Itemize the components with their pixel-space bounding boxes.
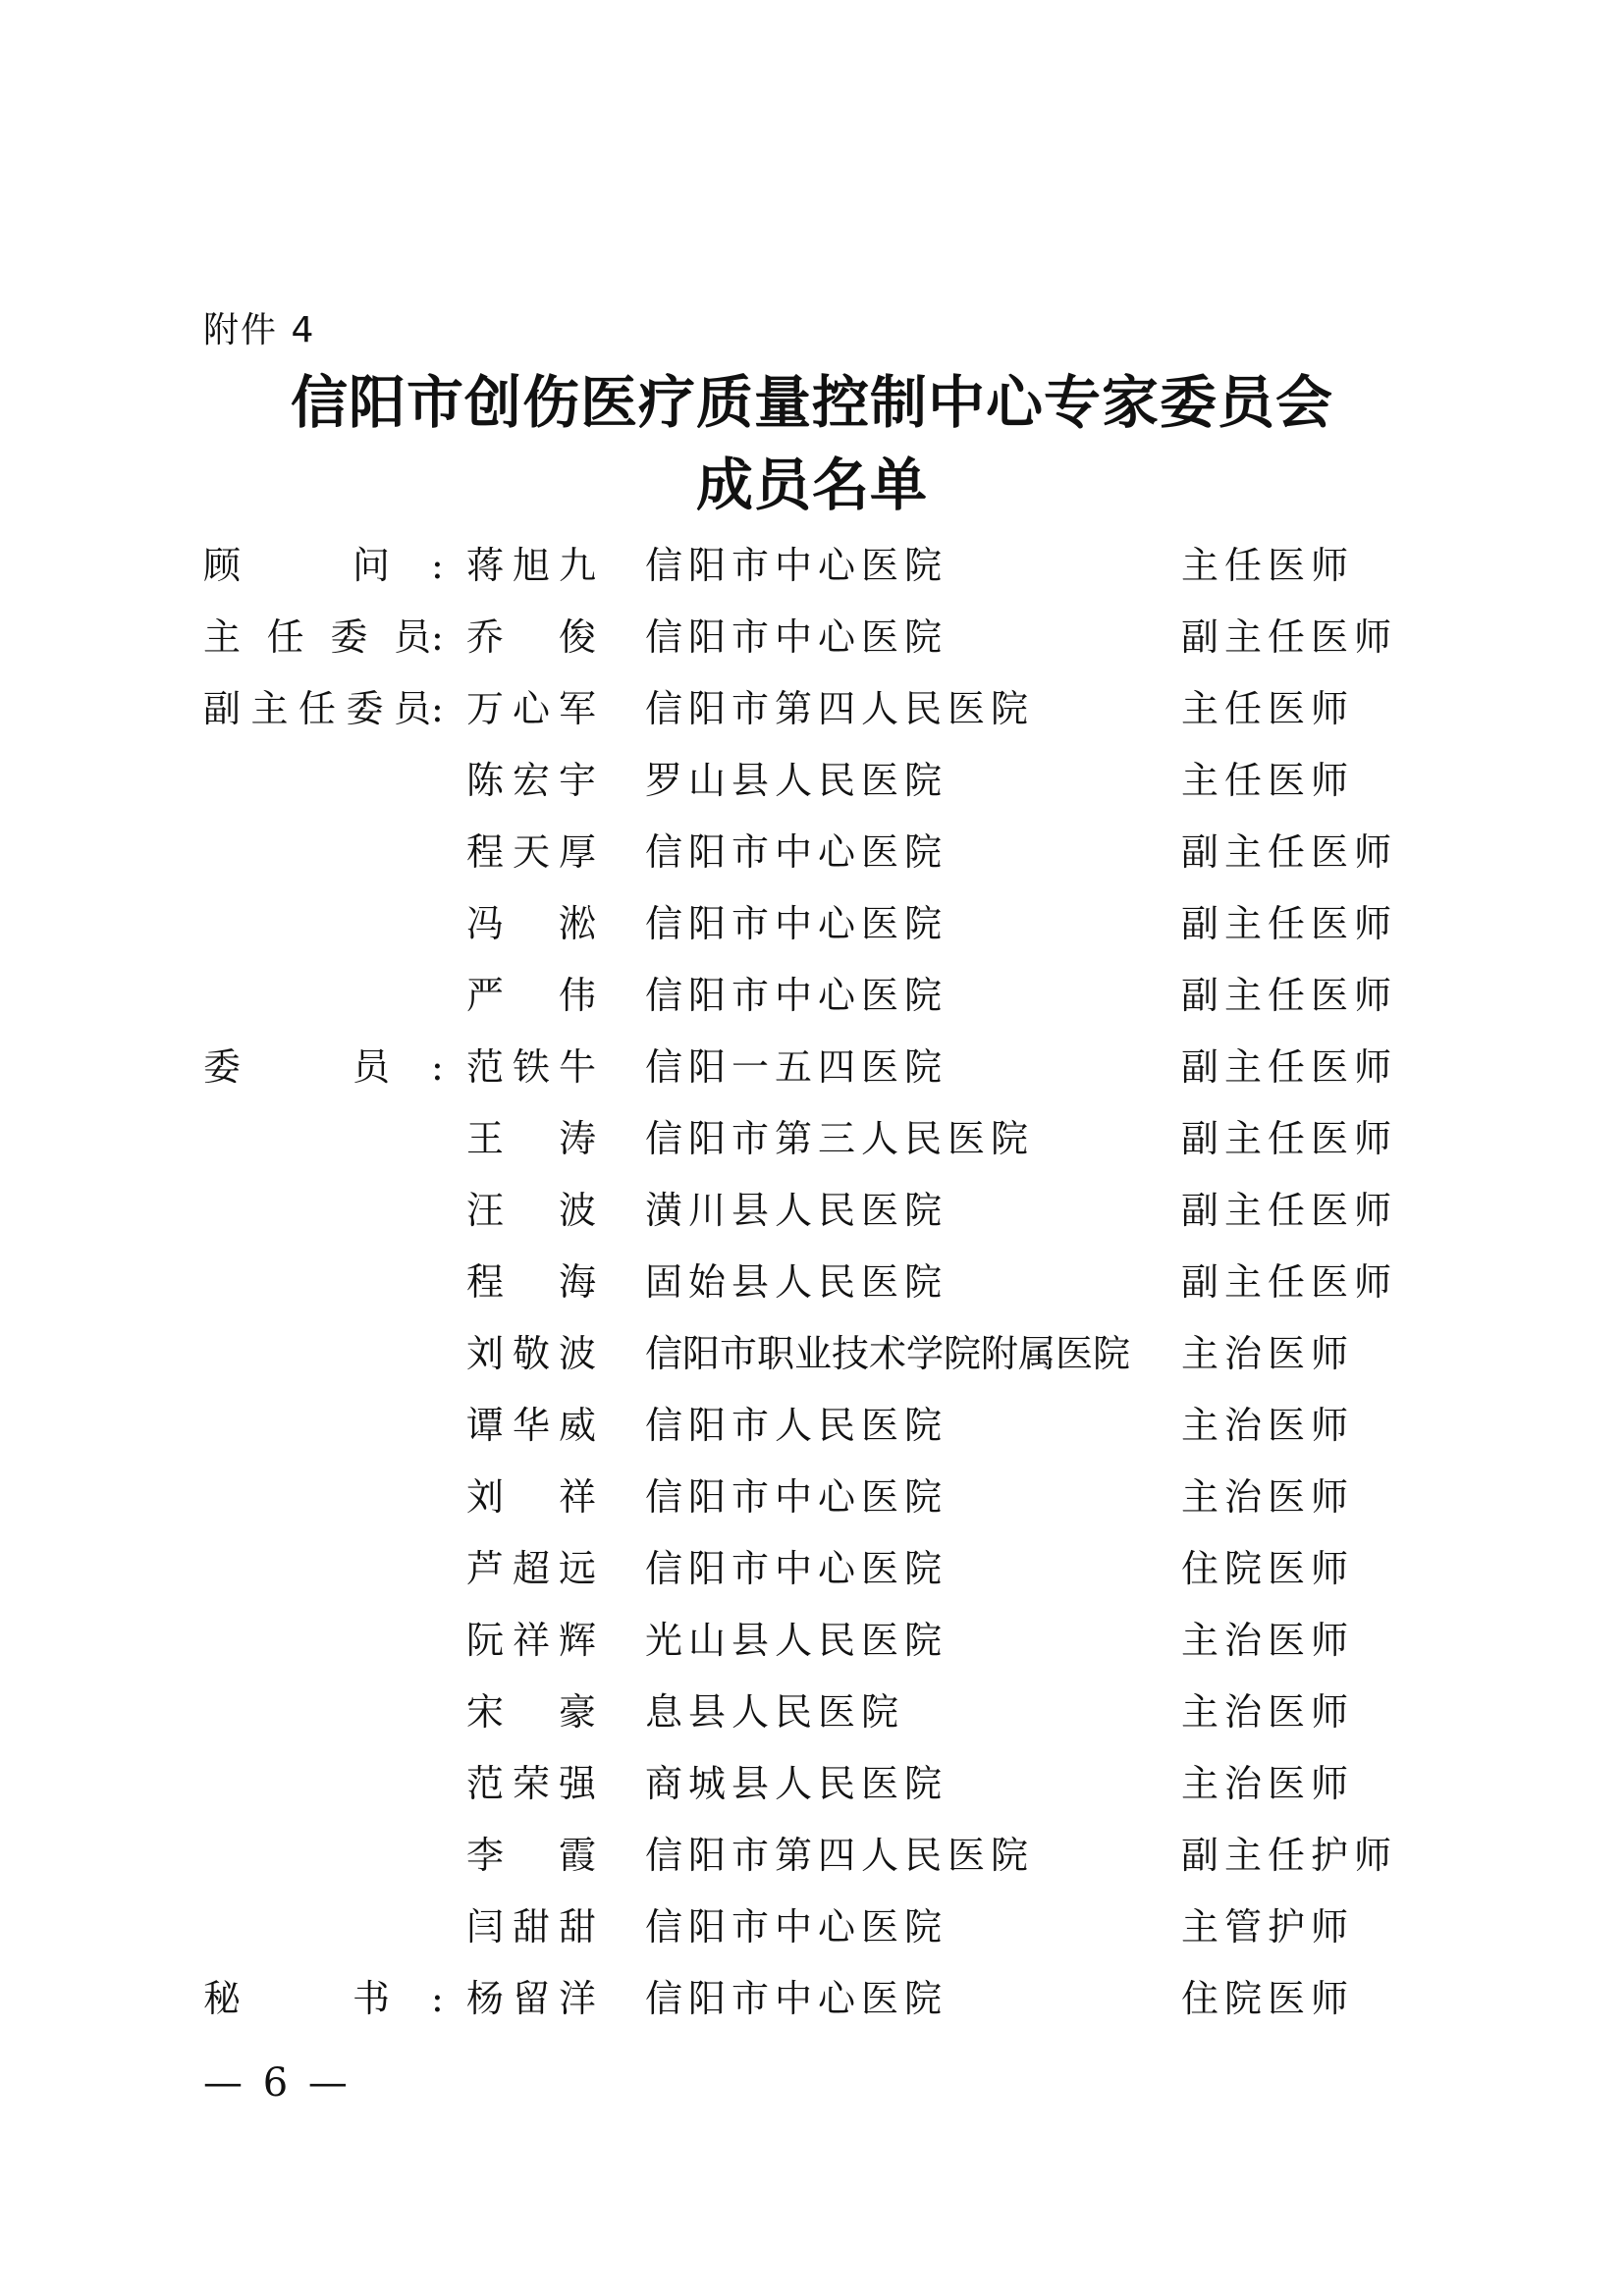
roster-row — [203, 673, 1431, 745]
member-title: 副主任护师 — [1181, 1834, 1398, 1877]
member-name: 程海 — [466, 1260, 596, 1304]
role-label: 顾 问 — [203, 544, 391, 587]
roster-row — [203, 1175, 1431, 1247]
member-title: 主任医师 — [1181, 687, 1355, 730]
member-title: 主治医师 — [1181, 1619, 1355, 1662]
member-name: 万心军 — [466, 687, 596, 730]
roster-row — [203, 1820, 1431, 1892]
role-label: 秘 书 — [203, 1977, 391, 2020]
member-title: 主治医师 — [1181, 1332, 1355, 1375]
member-name: 陈宏宇 — [466, 759, 596, 802]
member-name: 刘祥 — [466, 1475, 596, 1519]
roster-row — [203, 1318, 1431, 1390]
member-organization: 信阳市中心医院 — [645, 830, 948, 874]
member-name: 谭华威 — [466, 1404, 596, 1447]
member-organization: 信阳市中心医院 — [645, 1547, 948, 1590]
member-title: 主管护师 — [1181, 1905, 1355, 1949]
role-colon: : — [431, 1045, 444, 1089]
member-organization: 信阳市人民医院 — [645, 1404, 948, 1447]
roster-row — [203, 1462, 1431, 1533]
roster-row — [203, 817, 1431, 888]
member-name: 乔俊 — [466, 615, 596, 659]
member-name: 阮祥辉 — [466, 1619, 596, 1662]
page-number: — 6 — — [203, 2060, 352, 2106]
roster-row — [203, 1963, 1431, 2035]
member-name: 范荣强 — [466, 1762, 596, 1805]
member-organization: 信阳市第四人民医院 — [645, 687, 1035, 730]
roster-row — [203, 888, 1431, 960]
role-label: 委 员 — [203, 1045, 391, 1089]
member-title: 副主任医师 — [1181, 902, 1398, 945]
role-label: 副主任委员 — [203, 687, 431, 730]
member-name: 杨留洋 — [466, 1977, 596, 2020]
member-title: 副主任医师 — [1181, 1045, 1398, 1089]
member-name: 芦超远 — [466, 1547, 596, 1590]
member-title: 副主任医师 — [1181, 1189, 1398, 1232]
member-title: 主任医师 — [1181, 544, 1355, 587]
roster-row — [203, 1390, 1431, 1462]
member-title: 副主任医师 — [1181, 1260, 1398, 1304]
member-organization: 信阳市中心医院 — [645, 902, 948, 945]
roster-row — [203, 960, 1431, 1032]
member-name: 严伟 — [466, 974, 596, 1017]
member-name: 宋豪 — [466, 1690, 596, 1734]
roster-row — [203, 530, 1431, 602]
member-organization: 信阳市中心医院 — [645, 544, 948, 587]
roster-row — [203, 1892, 1431, 1963]
member-title: 副主任医师 — [1181, 1117, 1398, 1160]
member-roster — [203, 530, 1431, 2035]
role-colon: : — [431, 687, 444, 730]
member-name: 王涛 — [466, 1117, 596, 1160]
roster-row — [203, 1103, 1431, 1175]
member-organization: 信阳市中心医院 — [645, 1475, 948, 1519]
member-organization: 商城县人民医院 — [645, 1762, 948, 1805]
roster-row — [203, 1748, 1431, 1820]
roster-row — [203, 745, 1431, 817]
member-name: 蒋旭九 — [466, 544, 596, 587]
member-title: 主治医师 — [1181, 1475, 1355, 1519]
member-organization: 信阳市第四人民医院 — [645, 1834, 1035, 1877]
document-title-line-2: 成员名单 — [695, 452, 928, 518]
member-organization: 固始县人民医院 — [645, 1260, 948, 1304]
roster-row — [203, 1247, 1431, 1318]
member-name: 程天厚 — [466, 830, 596, 874]
member-title: 住院医师 — [1181, 1977, 1355, 2020]
role-label: 主任委员 — [203, 615, 431, 659]
member-organization: 信阳市中心医院 — [645, 974, 948, 1017]
roster-row — [203, 1533, 1431, 1605]
member-title: 副主任医师 — [1181, 974, 1398, 1017]
member-name: 李霞 — [466, 1834, 596, 1877]
member-organization: 息县人民医院 — [645, 1690, 905, 1734]
member-title: 住院医师 — [1181, 1547, 1355, 1590]
roster-row — [203, 1677, 1431, 1748]
member-organization: 潢川县人民医院 — [645, 1189, 948, 1232]
member-organization: 信阳市中心医院 — [645, 1977, 948, 2020]
member-title: 主任医师 — [1181, 759, 1355, 802]
member-name: 刘敬波 — [466, 1332, 596, 1375]
roster-row — [203, 602, 1431, 673]
member-name: 汪波 — [466, 1189, 596, 1232]
member-organization: 信阳市中心医院 — [645, 1905, 948, 1949]
member-organization: 罗山县人民医院 — [645, 759, 948, 802]
member-name: 闫甜甜 — [466, 1905, 596, 1949]
member-organization: 信阳市中心医院 — [645, 615, 948, 659]
role-colon: : — [431, 544, 444, 587]
member-title: 主治医师 — [1181, 1690, 1355, 1734]
role-colon: : — [431, 1977, 444, 2020]
roster-row — [203, 1605, 1431, 1677]
member-title: 主治医师 — [1181, 1404, 1355, 1447]
member-organization: 信阳一五四医院 — [645, 1045, 948, 1089]
role-colon: : — [431, 615, 444, 659]
member-organization: 光山县人民医院 — [645, 1619, 948, 1662]
member-organization: 信阳市第三人民医院 — [645, 1117, 1035, 1160]
attachment-label: 附件 4 — [203, 310, 316, 350]
member-name: 范铁牛 — [466, 1045, 596, 1089]
roster-row — [203, 1032, 1431, 1103]
member-title: 副主任医师 — [1181, 615, 1398, 659]
member-title: 主治医师 — [1181, 1762, 1355, 1805]
document-title-line-1: 信阳市创伤医疗质量控制中心专家委员会 — [290, 369, 1333, 436]
member-title: 副主任医师 — [1181, 830, 1398, 874]
member-organization: 信阳市职业技术学院附属医院 — [645, 1332, 1131, 1375]
member-name: 冯淞 — [466, 902, 596, 945]
